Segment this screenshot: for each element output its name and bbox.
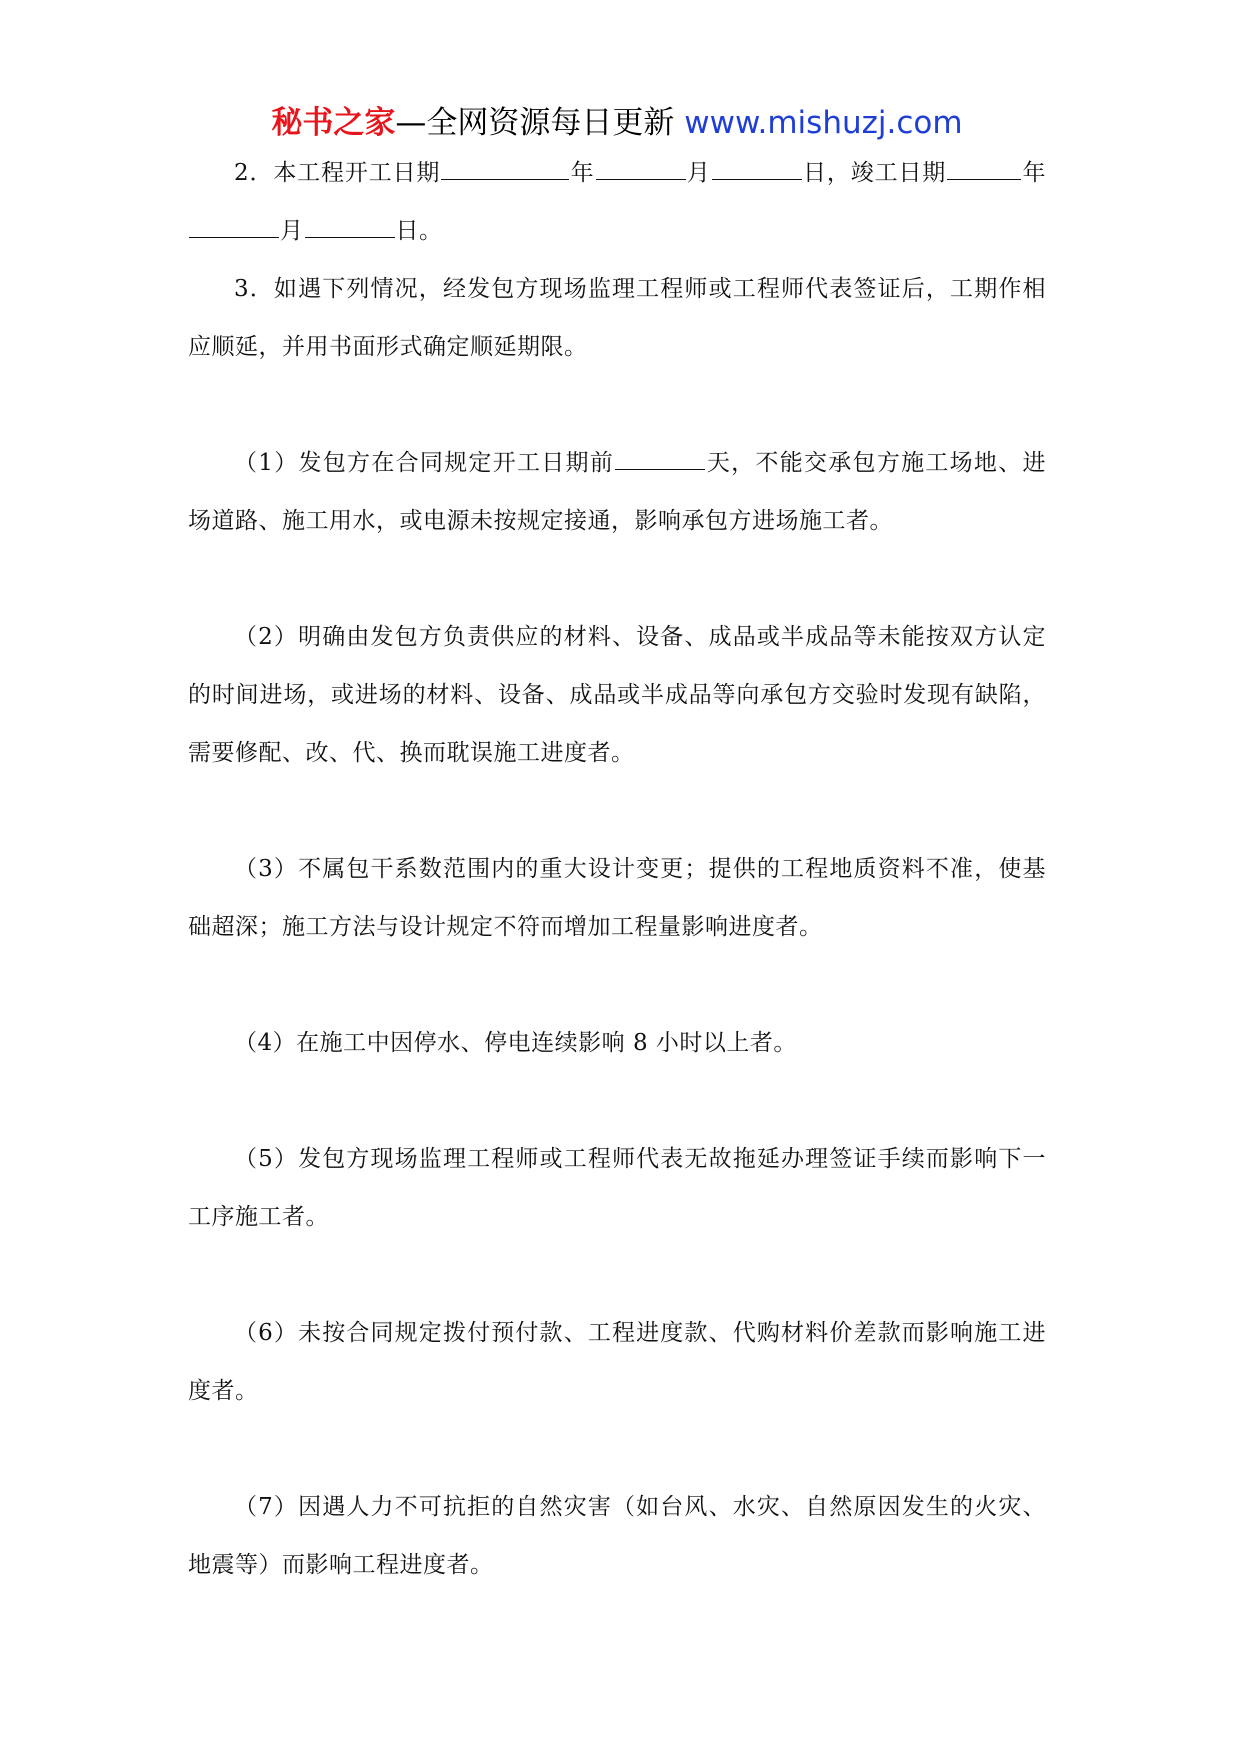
paragraph-gap [188, 782, 1046, 840]
paragraph-gap [188, 1420, 1046, 1478]
item-2-month-label: 月 [686, 160, 711, 186]
document-body [188, 144, 1046, 1594]
item-2-paragraph [188, 144, 1046, 260]
item-2-text-start: 2．本工程开工日期 [234, 160, 441, 186]
paragraph-gap [188, 1246, 1046, 1304]
sub-item-4-paragraph: （4）在施工中因停水、停电连续影响 8 小时以上者。 [234, 1030, 797, 1056]
item-2-completion-month-label: 月 [280, 218, 304, 244]
sub-item-1-paragraph [188, 434, 1046, 550]
days-blank [615, 468, 705, 470]
completion-day-blank [305, 236, 395, 238]
completion-year-blank [947, 178, 1021, 180]
sub-item-2-paragraph: （2）明确由发包方负责供应的材料、设备、成品或半成品等未能按双方认定的时间进场，或进场的材料、设备、成品或半成品等向承包方交验时发现有缺陷，需要修配、改、代、换而耽误施工进度者。 [188, 624, 1046, 766]
sub-item-5-paragraph: （5）发包方现场监理工程师或工程师代表无故拖延办理签证手续而影响下一工序施工者。 [188, 1146, 1046, 1230]
header-site-link[interactable]: www.mishuzj.com [684, 105, 963, 141]
item-2-completion-day-label: 日。 [395, 218, 443, 244]
sub-item-7-paragraph: （7）因遇人力不可抗拒的自然灾害（如台风、水灾、自然原因发生的火灾、地震等）而影响工程进度者。 [188, 1494, 1046, 1578]
item-2-completion-year-label: 年 [1022, 160, 1047, 186]
paragraph-gap [188, 1072, 1046, 1130]
sub-item-6-paragraph: （6）未按合同规定拨付预付款、工程进度款、代购材料价差款而影响施工进度者。 [188, 1320, 1046, 1404]
start-day-blank [712, 178, 802, 180]
start-month-blank [596, 178, 686, 180]
item-2-day-completion-label: 日，竣工日期 [802, 160, 947, 186]
sub-item-1-text-start: （1）发包方在合同规定开工日期前 [234, 450, 615, 476]
completion-month-blank [189, 236, 279, 238]
item-3-paragraph: 3．如遇下列情况，经发包方现场监理工程师或工程师代表签证后，工期作相应顺延，并用书面形式确定顺延期限。 [188, 276, 1046, 360]
header-brand: 秘书之家 [271, 105, 396, 141]
start-year-blank [441, 178, 569, 180]
paragraph-gap [188, 550, 1046, 608]
watermark-header [0, 102, 1234, 144]
paragraph-gap [188, 376, 1046, 434]
paragraph-gap [188, 956, 1046, 1014]
sub-item-1-text-end: 天，不能交承包方施工场地、进场道路、施工用水，或电源未按规定接通，影响承包方进场施工者。 [188, 450, 1046, 534]
item-2-year-label: 年 [570, 160, 595, 186]
sub-item-3-paragraph: （3）不属包干系数范围内的重大设计变更；提供的工程地质资料不准，使基础超深；施工方法与设计规定不符而增加工程量影响进度者。 [188, 856, 1046, 940]
header-tagline: —全网资源每日更新 [395, 105, 675, 141]
